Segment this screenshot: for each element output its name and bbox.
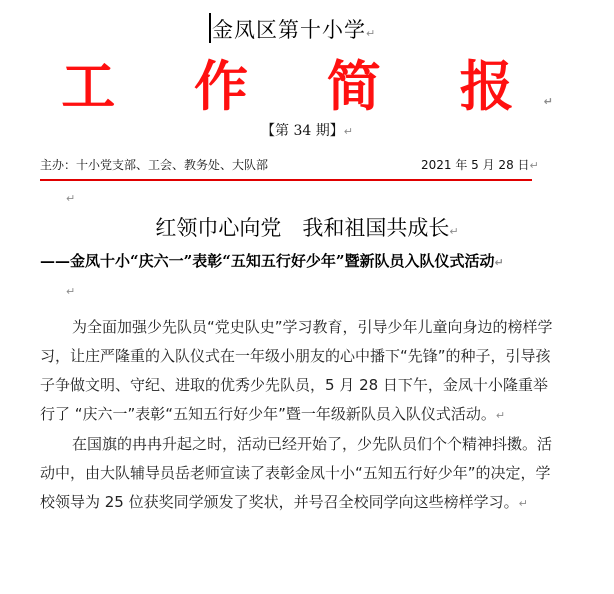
article-headline[interactable] <box>0 212 614 242</box>
paragraph-mark-icon: ↵ <box>66 192 76 205</box>
newsletter-title[interactable] <box>0 44 614 121</box>
paragraph-mark-icon: ↵ <box>66 285 76 298</box>
issue-date[interactable] <box>421 156 539 173</box>
paragraph-mark-icon: ↵ <box>518 497 528 510</box>
article-paragraph-text: 在国旗的冉冉升起之时，活动已经开始了，少先队员们个个精神抖擞。活动中，由大队辅导员岳老师宣读了表彰金凤十小“五知五行好少年”的决定，学校领导为 25 位获奖同学颁发了奖状，并号召全校同学向这些榜样学习。 <box>40 435 553 511</box>
sponsor-line[interactable]: 主办：十小党支部、工会、教务处、大队部 <box>40 158 269 172</box>
paragraph-mark-icon: ↵ <box>494 256 504 269</box>
issue-date-text: 2021 年 5 月 28 日 <box>421 158 530 172</box>
article-subheadline-text: ——金凤十小“庆六一”表彰“五知五行好少年”暨新队员入队仪式活动 <box>40 252 495 270</box>
article-subheadline[interactable] <box>40 250 504 271</box>
issue-number[interactable] <box>0 120 614 140</box>
article-body <box>40 313 560 518</box>
paragraph-mark-icon: ↵ <box>543 95 553 108</box>
newsletter-title-text: 工 作 简 报 <box>61 55 544 118</box>
article-paragraph-text: 为全面加强少先队员“党史队史”学习教育，引导少年儿童向身边的榜样学习，让庄严隆重的入队仪式在一年级小朋友的心中播下“先锋”的种子，引导孩子争做文明、守纪、进取的优秀少先队员，5 月 28 日下午，金凤十小隆重举行了 “庆六一”表彰“五知五行好少年”暨一年级新队员入队仪式活动。 <box>40 318 553 423</box>
paragraph-mark-icon: ↵ <box>366 27 377 40</box>
school-name[interactable] <box>212 14 376 44</box>
school-name-text: 金凤区第十小学 <box>212 18 366 42</box>
text-cursor <box>209 13 211 43</box>
article-headline-text: 红领巾心向党 我和祖国共成长 <box>155 216 450 240</box>
red-divider-line <box>40 179 532 181</box>
paragraph-mark-icon: ↵ <box>343 125 353 138</box>
paragraph-mark-icon: ↵ <box>529 159 539 172</box>
article-paragraph[interactable] <box>40 313 560 430</box>
article-paragraph[interactable] <box>40 430 560 518</box>
paragraph-mark-icon: ↵ <box>495 409 506 422</box>
paragraph-mark-icon: ↵ <box>449 225 459 238</box>
issue-number-text: 【第 34 期】 <box>261 123 344 139</box>
